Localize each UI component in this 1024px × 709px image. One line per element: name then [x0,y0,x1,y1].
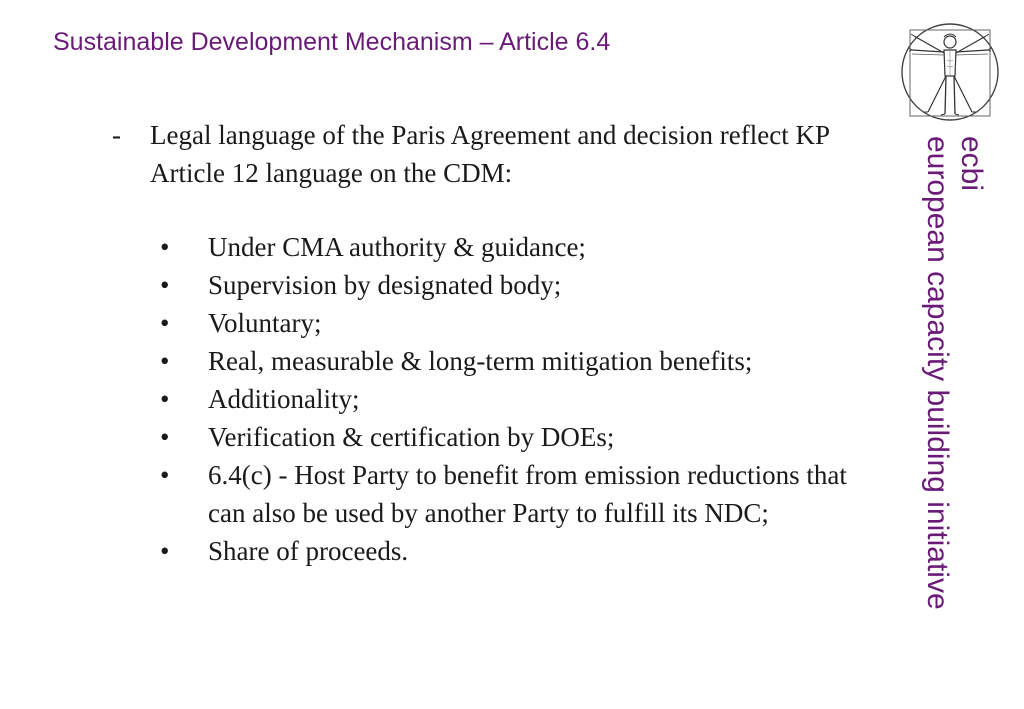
list-item [112,532,872,570]
bullet-mark: • [160,422,170,452]
list-item [112,342,872,380]
list-item [112,380,872,418]
vitruvian-man-icon [898,20,1002,124]
intro-dash: - [112,120,121,150]
list-item [112,228,872,266]
bullet-mark: • [160,346,170,376]
bullet-text: Under CMA authority & guidance; [208,232,586,262]
org-acronym: ecbi [955,136,988,192]
org-full-name: european capacity building initiative [921,136,954,610]
slide-title: Sustainable Development Mechanism – Article 6.4 [53,28,611,56]
bullet-mark: • [160,384,170,414]
bullet-mark: • [160,460,170,490]
intro-paragraph [112,116,872,192]
bullet-list [112,228,872,570]
bullet-text: Verification & certification by DOEs; [208,422,615,452]
organization-label [920,136,988,610]
list-item [112,418,872,456]
bullet-text: Real, measurable & long-term mitigation benefits; [208,346,753,376]
list-item [112,304,872,342]
list-item [112,266,872,304]
bullet-text: Share of proceeds. [208,536,409,566]
bullet-text: 6.4(c) - Host Party to benefit from emission reductions that can also be used by another Party to fulfill its NDC; [208,460,847,528]
intro-text: Legal language of the Paris Agreement and decision reflect KP Article 12 language on the CDM: [150,120,830,188]
content-body [112,116,872,570]
bullet-text: Supervision by designated body; [208,270,562,300]
bullet-mark: • [160,270,170,300]
bullet-text: Voluntary; [208,308,322,338]
bullet-mark: • [160,308,170,338]
list-item [112,456,872,532]
bullet-mark: • [160,536,170,566]
bullet-text: Additionality; [208,384,360,414]
bullet-mark: • [160,232,170,262]
